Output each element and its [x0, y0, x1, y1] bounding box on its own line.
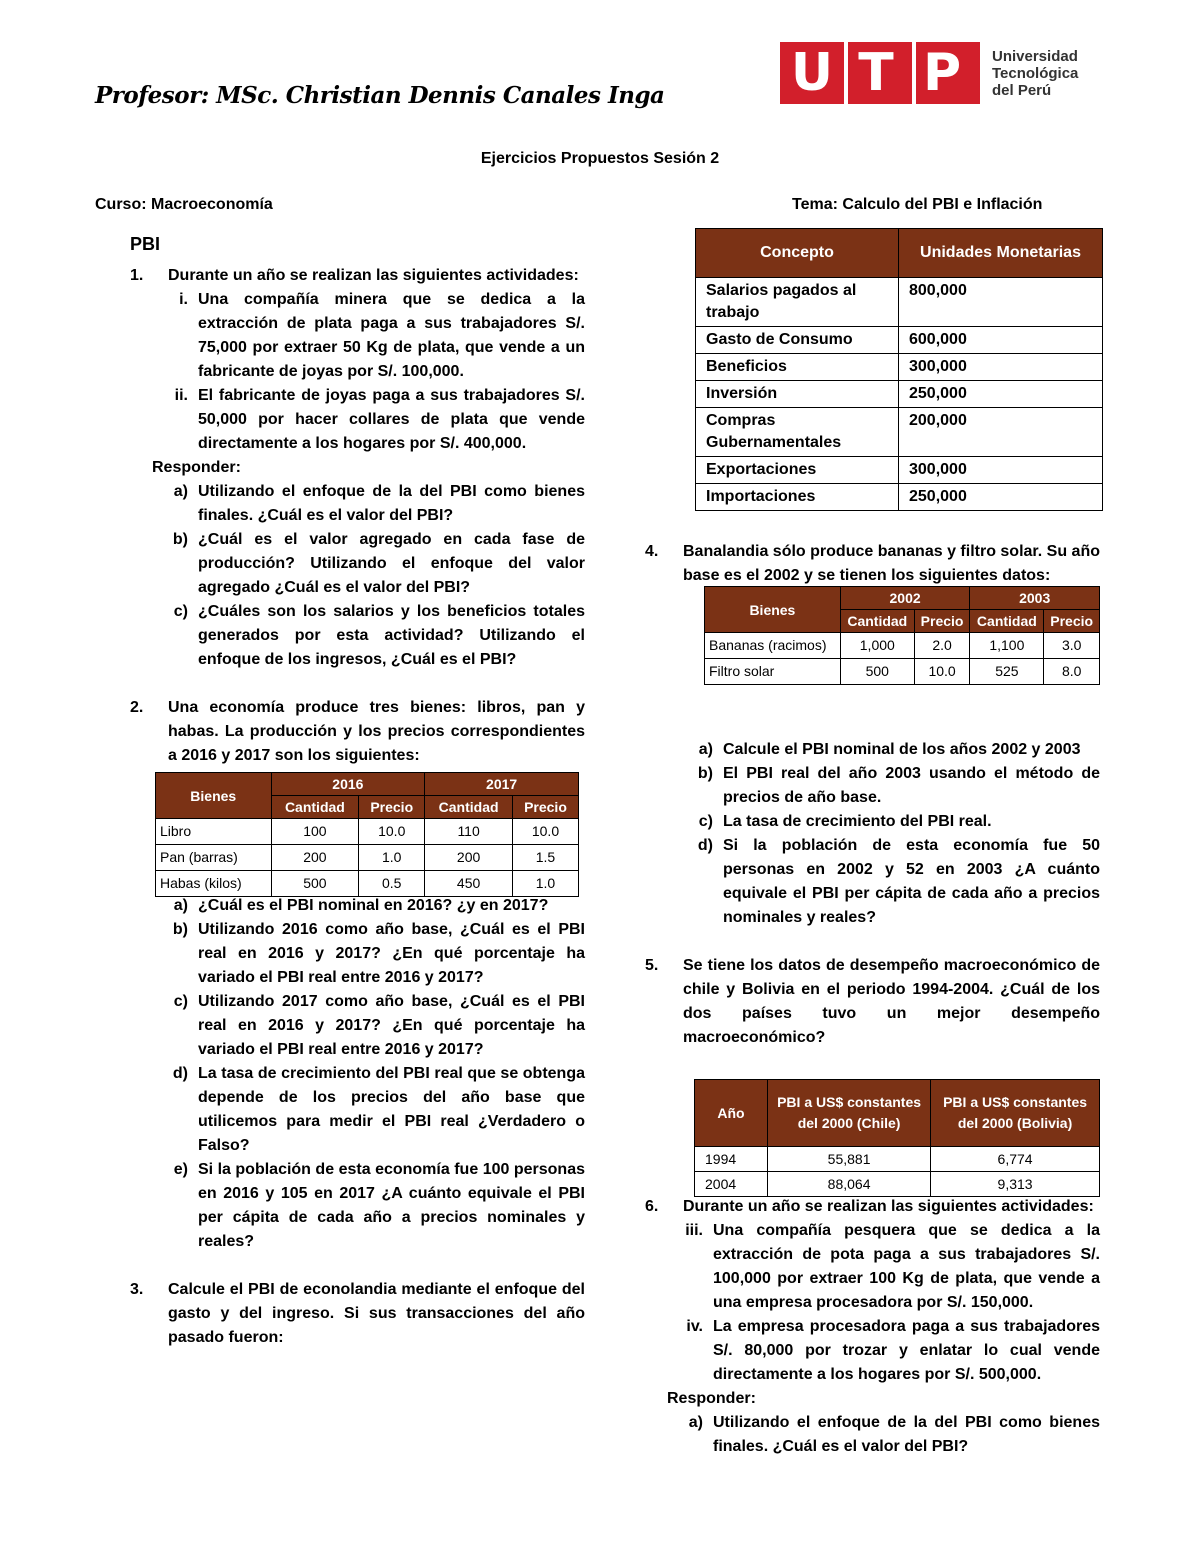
item-text: La tasa de crecimiento del PBI real.: [723, 813, 992, 830]
column-header: 2017: [425, 773, 579, 796]
column-header: Cantidad: [271, 796, 359, 819]
table-cell: Pan (barras): [156, 845, 272, 871]
table-cell: Salarios pagados al trabajo: [696, 278, 899, 327]
table-cell: 2004: [695, 1172, 768, 1197]
list-item: [670, 1315, 1100, 1387]
university-line: Universidad: [992, 48, 1078, 65]
table-cell: 600,000: [899, 327, 1103, 354]
table-row: [696, 354, 1103, 381]
item-text: El fabricante de joyas paga a sus trabajadores S/. 50,000 por hacer collares de plata que vende directamente a los hogares por S/. 400,000.: [198, 387, 585, 452]
question-6: [645, 1195, 1100, 1219]
list-item: [680, 834, 1100, 930]
column-header: Precio: [512, 796, 578, 819]
column-header: 2002: [840, 587, 970, 610]
list-item: [155, 600, 585, 672]
table-cell: 2.0: [914, 633, 970, 659]
chile-bolivia-table: [694, 1079, 1100, 1197]
list-item: [155, 480, 585, 528]
question-2: [130, 696, 585, 768]
table-cell: 200,000: [899, 408, 1103, 457]
table-cell: 10.0: [359, 819, 425, 845]
table-row: [705, 633, 1100, 659]
column-header: PBI a US$ constantes del 2000 (Chile): [768, 1080, 931, 1147]
item-text: Si la población de esta economía fue 50 personas en 2002 y 52 en 2003 ¿A cuánto equivale el PBI per cápita de cada año a precios nominales y reales?: [723, 837, 1100, 926]
table-cell: 200: [271, 845, 359, 871]
transactions-table: [695, 228, 1103, 511]
item-text: ¿Cuál es el valor agregado en cada fase de producción? Utilizando el enfoque del valor agregado ¿Cuál es el valor del PBI?: [198, 531, 585, 596]
respond-label: Responder:: [152, 459, 241, 476]
banalandia-table: [704, 586, 1100, 685]
table-cell: Filtro solar: [705, 659, 841, 685]
column-header: Bienes: [156, 773, 272, 819]
table-cell: 500: [271, 871, 359, 897]
table-cell: 6,774: [931, 1147, 1100, 1172]
table-cell: Inversión: [696, 381, 899, 408]
question-text: Banalandia sólo produce bananas y filtro solar. Su año base es el 2002 y se tienen los siguientes datos:: [683, 543, 1100, 584]
list-item: [155, 918, 585, 990]
column-header: 2016: [271, 773, 425, 796]
column-header: Cantidad: [970, 610, 1044, 633]
table-cell: Importaciones: [696, 484, 899, 511]
column-header: Concepto: [696, 229, 899, 278]
item-text: Una compañía minera que se dedica a la extracción de plata paga a sus trabajadores S/. 75,000 por extraer 50 Kg de plata, que vende a un fabricante de joyas por S/. 100,000.: [198, 291, 585, 380]
table-row: [696, 408, 1103, 457]
table-cell: 300,000: [899, 354, 1103, 381]
table-cell: 250,000: [899, 484, 1103, 511]
table-row: [696, 278, 1103, 327]
table-cell: 88,064: [768, 1172, 931, 1197]
list-item: [670, 1411, 1100, 1459]
item-label: c): [698, 813, 713, 830]
professor-name: Profesor: MSc. Christian Dennis Canales Inga: [95, 82, 665, 109]
question-4: [645, 540, 1100, 588]
item-label: b): [172, 921, 188, 938]
item-label: e): [173, 1161, 188, 1178]
column-header: Bienes: [705, 587, 841, 633]
table-cell: 250,000: [899, 381, 1103, 408]
list-item: [155, 990, 585, 1062]
item-label: a): [698, 741, 713, 758]
table-row: [696, 457, 1103, 484]
respond-label: Responder:: [667, 1390, 756, 1407]
table-cell: Beneficios: [696, 354, 899, 381]
question-text: Durante un año se realizan las siguientes actividades:: [683, 1198, 1094, 1215]
logo-letter-t: T: [858, 43, 894, 103]
table-cell: 110: [425, 819, 513, 845]
item-text: La empresa procesadora paga a sus trabajadores S/. 80,000 por trozar y enlatar lo cual vende directamente a los hogares por S/. 500,000.: [713, 1318, 1100, 1383]
item-label: b): [697, 765, 713, 782]
table-cell: Habas (kilos): [156, 871, 272, 897]
item-label: a): [173, 897, 188, 914]
question-5: [645, 954, 1100, 1050]
question-number: 4.: [645, 543, 659, 560]
table-cell: 0.5: [359, 871, 425, 897]
table-row: [156, 845, 579, 871]
column-header: Precio: [359, 796, 425, 819]
table-row: [696, 381, 1103, 408]
item-text: Utilizando 2017 como año base, ¿Cuál es el PBI real en 2016 y 2017? ¿En qué porcentaje ha variado el PBI real entre 2016 y 2017?: [198, 993, 585, 1058]
question-text: Se tiene los datos de desempeño macroeconómico de chile y Bolivia en el periodo 1994-2004. ¿Cuál de los dos países tuvo un mejor desempeño macroeconómico?: [683, 957, 1100, 1046]
table-cell: 55,881: [768, 1147, 931, 1172]
item-text: El PBI real del año 2003 usando el método de precios de año base.: [723, 765, 1100, 806]
question-number: 6.: [645, 1198, 659, 1215]
item-label: iv.: [686, 1318, 703, 1335]
table-cell: 3.0: [1044, 633, 1100, 659]
column-header: Unidades Monetarias: [899, 229, 1103, 278]
table-cell: Libro: [156, 819, 272, 845]
table-cell: Gasto de Consumo: [696, 327, 899, 354]
table-cell: 9,313: [931, 1172, 1100, 1197]
list-item: [155, 288, 585, 384]
list-item: [155, 528, 585, 600]
table-cell: 500: [840, 659, 914, 685]
course-label: Curso: Macroeconomía: [95, 196, 273, 213]
table-cell: 800,000: [899, 278, 1103, 327]
item-text: ¿Cuál es el PBI nominal en 2016? ¿y en 2017?: [198, 897, 549, 914]
list-item: [680, 738, 1100, 762]
section-heading: PBI: [130, 234, 161, 254]
question-number: 5.: [645, 957, 659, 974]
table-cell: 525: [970, 659, 1044, 685]
table-row: [695, 1147, 1100, 1172]
question-number: 3.: [130, 1281, 144, 1298]
table-cell: 8.0: [1044, 659, 1100, 685]
table-cell: 1.5: [512, 845, 578, 871]
item-text: Utilizando el enfoque de la del PBI como bienes finales. ¿Cuál es el valor del PBI?: [198, 483, 585, 524]
production-table-2016-2017: [155, 772, 579, 897]
table-row: [696, 327, 1103, 354]
table-cell: 100: [271, 819, 359, 845]
question-number: 1.: [130, 267, 144, 284]
table-row: [156, 871, 579, 897]
table-cell: 1,100: [970, 633, 1044, 659]
table-cell: Bananas (racimos): [705, 633, 841, 659]
table-cell: 10.0: [512, 819, 578, 845]
item-label: c): [173, 603, 188, 620]
item-label: d): [697, 837, 713, 854]
question-text: Durante un año se realizan las siguientes actividades:: [168, 267, 579, 284]
table-row: [156, 819, 579, 845]
table-row: [696, 484, 1103, 511]
item-text: ¿Cuáles son los salarios y los beneficios totales generados por esta actividad? Utilizando el enfoque de los ingresos, ¿Cuál es el PBI?: [198, 603, 585, 668]
list-item: [680, 762, 1100, 810]
item-label: a): [173, 483, 188, 500]
table-cell: 1994: [695, 1147, 768, 1172]
column-header: Precio: [914, 610, 970, 633]
item-label: d): [172, 1065, 188, 1082]
column-header: Precio: [1044, 610, 1100, 633]
list-item: [670, 1219, 1100, 1315]
logo-letter-u: U: [790, 43, 834, 103]
table-cell: 300,000: [899, 457, 1103, 484]
table-cell: 1.0: [359, 845, 425, 871]
table-row: [695, 1172, 1100, 1197]
column-header: PBI a US$ constantes del 2000 (Bolivia): [931, 1080, 1100, 1147]
item-text: Calcule el PBI nominal de los años 2002 y 2003: [723, 741, 1081, 758]
logo-letter-p: P: [922, 43, 962, 103]
table-cell: 200: [425, 845, 513, 871]
table-cell: 450: [425, 871, 513, 897]
column-header: Cantidad: [840, 610, 914, 633]
item-text: Si la población de esta economía fue 100 personas en 2016 y 105 en 2017 ¿A cuánto equivale el PBI per cápita de cada año a precios nominales y reales?: [198, 1161, 585, 1250]
item-text: La tasa de crecimiento del PBI real que se obtenga depende de los precios del año base que utilicemos para medir el PBI real ¿Verdadero o Falso?: [198, 1065, 585, 1154]
column-header: 2003: [970, 587, 1100, 610]
item-label: iii.: [685, 1222, 703, 1239]
list-item: [155, 894, 585, 918]
list-item: [155, 384, 585, 456]
topic-label: Tema: Calculo del PBI e Inflación: [792, 196, 1043, 213]
table-cell: 1,000: [840, 633, 914, 659]
column-header: Cantidad: [425, 796, 513, 819]
table-cell: Compras Gubernamentales: [696, 408, 899, 457]
page-title: Ejercicios Propuestos Sesión 2: [480, 150, 720, 167]
item-text: Utilizando el enfoque de la del PBI como bienes finales. ¿Cuál es el valor del PBI?: [713, 1414, 1100, 1455]
table-cell: 1.0: [512, 871, 578, 897]
question-3: [130, 1278, 585, 1350]
table-cell: 10.0: [914, 659, 970, 685]
university-name: [992, 48, 1078, 99]
list-item: [155, 1062, 585, 1158]
question-text: Calcule el PBI de econolandia mediante el enfoque del gasto y del ingreso. Si sus transacciones del año pasado fueron:: [168, 1281, 585, 1346]
item-label: a): [688, 1414, 703, 1431]
university-line: del Perú: [992, 82, 1052, 99]
item-label: c): [173, 993, 188, 1010]
list-item: [155, 1158, 585, 1254]
item-label: i.: [179, 291, 188, 308]
question-number: 2.: [130, 699, 144, 716]
question-1: [130, 264, 585, 288]
item-label: b): [172, 531, 188, 548]
table-cell: Exportaciones: [696, 457, 899, 484]
item-text: Una compañía pesquera que se dedica a la extracción de pota paga a sus trabajadores S/. 100,000 por extraer 100 Kg de plata, que vende a una empresa procesadora por S/. 150,000.: [713, 1222, 1100, 1311]
question-text: Una economía produce tres bienes: libros, pan y habas. La producción y los precios correspondientes a 2016 y 2017 son los siguientes:: [168, 699, 585, 764]
column-header: Año: [695, 1080, 768, 1147]
list-item: [680, 810, 1100, 834]
utp-logo: [780, 42, 980, 104]
university-line: Tecnológica: [992, 65, 1079, 82]
item-text: Utilizando 2016 como año base, ¿Cuál es el PBI real en 2016 y 2017? ¿En qué porcentaje ha variado el PBI real entre 2016 y 2017?: [198, 921, 585, 986]
item-label: ii.: [174, 387, 188, 404]
table-row: [705, 659, 1100, 685]
